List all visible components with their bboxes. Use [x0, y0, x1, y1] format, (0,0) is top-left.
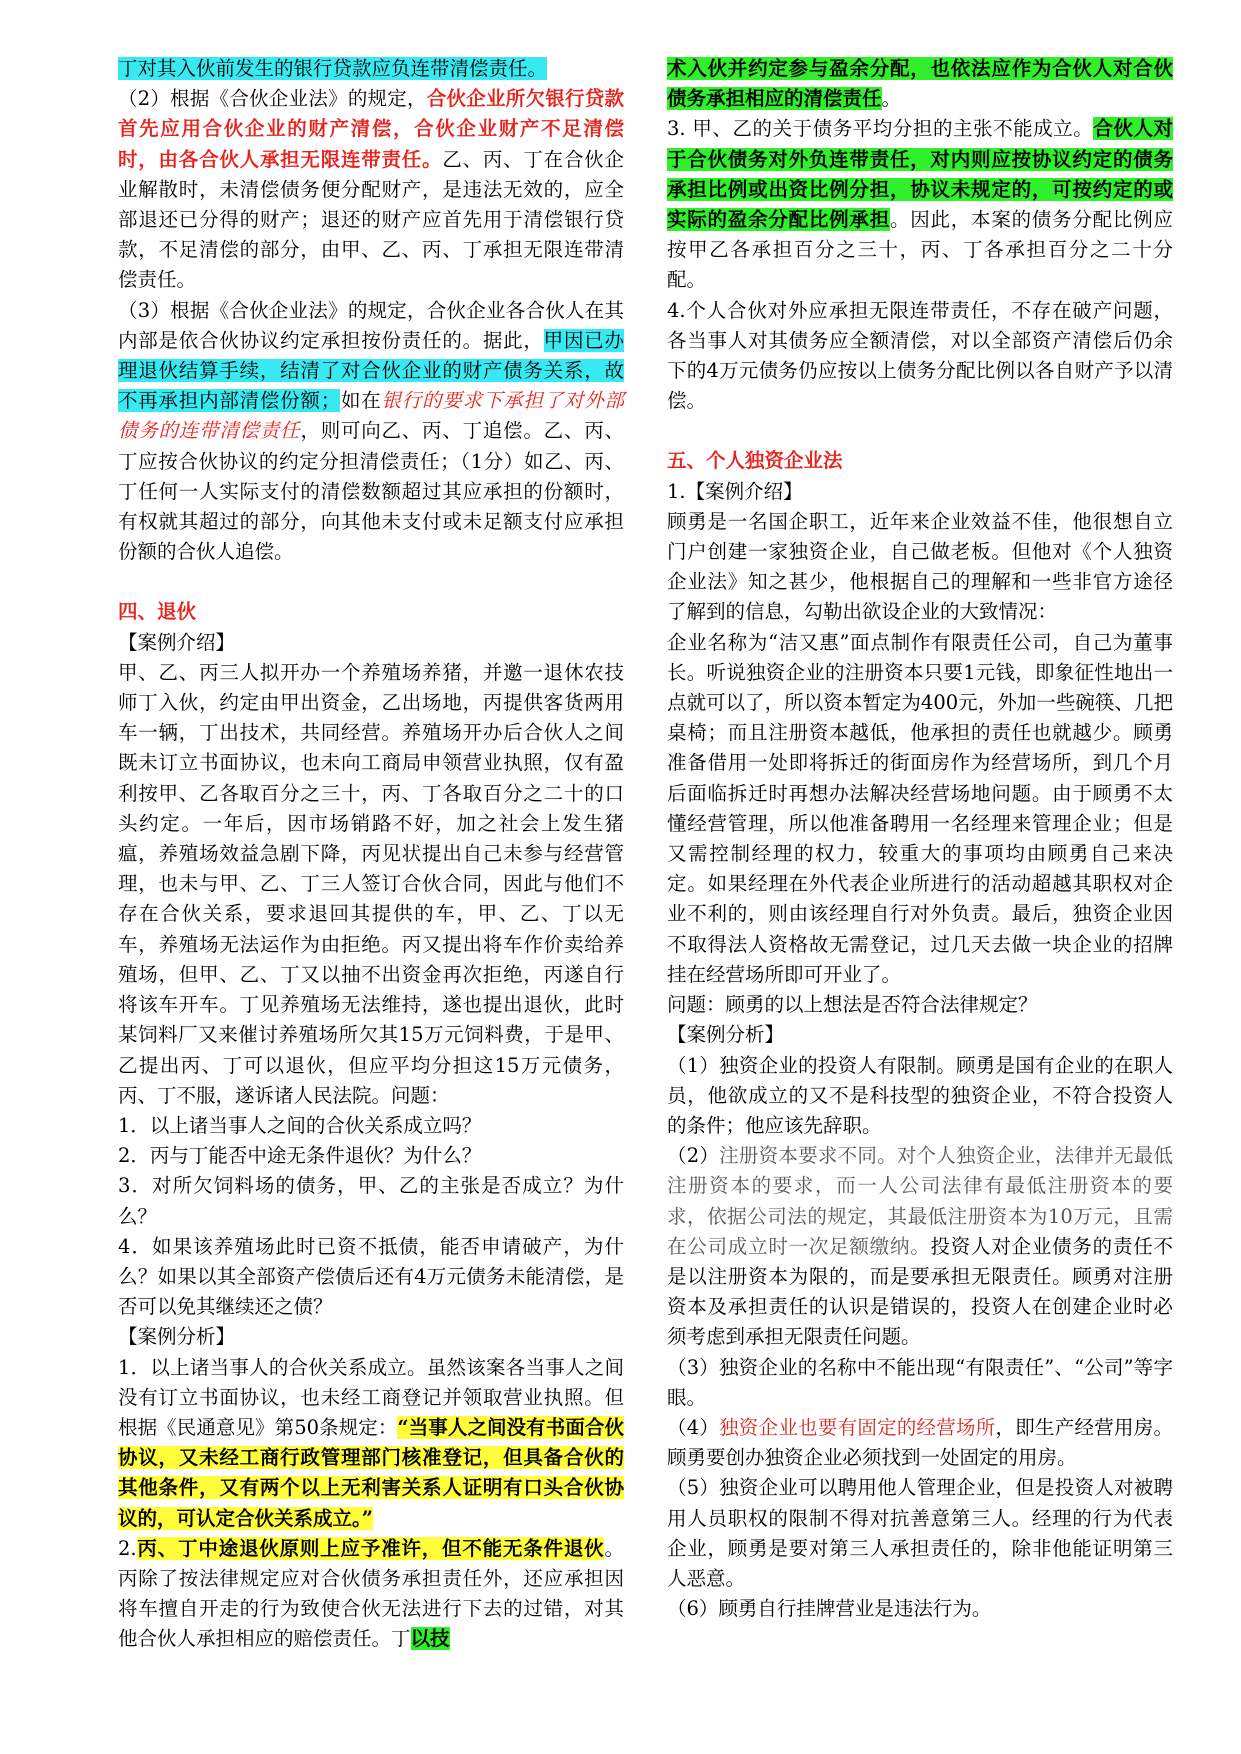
spacer [667, 416, 1173, 446]
highlighted-text: 丙、丁中途退伙原则上应予准许，但不能无条件退伙 [136, 1536, 605, 1560]
question-1: 1．以上诸当事人之间的合伙关系成立吗？ [118, 1113, 482, 1137]
highlighted-text: 银行的要求下承担了对外部债务的连带清偿责任 [118, 389, 624, 443]
answer-2-continued [667, 54, 1173, 114]
analysis-point-3: （3）独资企业的名称中不能出现“有限责任”、“公司”等字眼。 [667, 1355, 1173, 1409]
highlighted-text: 独资企业也要有固定的经营场所 [719, 1415, 996, 1439]
text-run: ，则可向乙、丙、丁追偿。乙、丙、丁应按合伙协议的约定分担清偿责任；（1分）如乙、丙、丁任何一人实际支付的清偿数额超过其应承担的份额时，有权就其超过的部分，向其他未支付或未足额支付应承担份额的合伙人追偿。 [118, 419, 624, 564]
analysis-point-5: （5）独资企业可以聘用他人管理企业，但是投资人对被聘用人员职权的限制不得对抗善意第三人。经理的行为代表企业，顾勇是要对第三人承担责任的，除非他能证明第三人恶意。 [667, 1476, 1173, 1590]
text-run: 投资人对企业债务的责任不是以注册资本为限的，而是要承担无限责任。顾勇对注册资本及承担责任的认识是错误的，投资人在创建企业时必须考虑到承担无限责任问题。 [667, 1234, 1173, 1349]
case-analysis-label: 【案例分析】 [667, 1023, 785, 1047]
text-run: 。丙除了按法律规定应对合伙债务承担责任外，还应承担因将车擅自开走的行为致使合伙无法进行下去的过错，对其他合伙人承担相应的赔偿责任。丁 [118, 1536, 624, 1651]
left-column [118, 54, 624, 1655]
analysis-point-4 [667, 1413, 1173, 1473]
answer-1 [118, 1353, 624, 1534]
text-run: 2. [118, 1536, 137, 1560]
text-run: 1．以上诸当事人的合伙关系成立。虽然该案各当事人之间没有订立书面协议，也未经工商登记并领取营业执照。但根据《民通意见》第50条规定： [118, 1355, 624, 1439]
answer-4: 4.个人合伙对外应承担无限连带责任，不存在破产问题，各当事人对其债务应全额清偿，对以全部资产清偿后仍余下的4万元债务仍应按以上债务分配比例以各自财产予以清偿。 [667, 298, 1173, 413]
text-run: （4） [667, 1415, 720, 1439]
text-run: 。 [881, 87, 902, 111]
analysis-point-2 [667, 1141, 1173, 1352]
case-intro-label: 1.【案例介绍】 [667, 479, 803, 503]
section-title-sole-proprietorship: 五、个人独资企业法 [667, 449, 843, 473]
answer-2 [118, 1534, 624, 1655]
question-3: 3．对所欠饲料场的债务，甲、乙的主张是否成立？为什么？ [118, 1174, 624, 1228]
case-analysis-label: 【案例分析】 [118, 1325, 236, 1349]
case-intro-details: 企业名称为“洁又惠”面点制作有限责任公司，自己为董事长。听说独资企业的注册资本只要1元钱，即象征性地出一点就可以了，所以资本暂定为400元，外加一些碗筷、几把桌椅；而且注册资本越低，他承担的责任也就越少。顾勇准备借用一处即将拆迁的街面房作为经营场所，到几个月后面临拆迁时再想办法解决经营场地问题。由于顾勇不太懂经营管理，所以他准备聘用一名经理来管理企业；但是又需控制经理的权力，较重大的事项均由顾勇自己来决定。如果经理在外代表企业所进行的活动超越其职权对企业不利的，则由该经理自行对外负责。最后，独资企业因不取得法人资格故无需登记，过几天去做一块企业的招牌挂在经营场所即可开业了。 [667, 630, 1173, 986]
case-intro-text: 顾勇是一名国企职工，近年来企业效益不佳，他很想自立门户创建一家独资企业，自己做老板。但他对《个人独资企业法》知之甚少，他根据自己的理解和一些非官方途径了解到的信息，勾勒出欲设企业的大致情况： [667, 509, 1173, 624]
highlighted-text: 甲因已办理退伙结算手续，结清了对合伙企业的财产债务关系，故不再承担内部清偿份额； [118, 328, 624, 413]
right-column [667, 54, 1173, 1624]
answer-3 [667, 114, 1173, 295]
case-question: 问题：顾勇的以上想法是否符合法律规定？ [667, 993, 1038, 1017]
text-run: （3）根据《合伙企业法》的规定，合伙企业各合伙人在其内部是依合伙协议约定承担按份责任的。据此， [118, 298, 624, 352]
paragraph-partner-liability [118, 54, 624, 84]
section-title-withdrawal: 四、退伙 [118, 600, 197, 624]
case-intro-label: 【案例介绍】 [118, 630, 236, 654]
highlighted-text: 合伙企业所欠银行贷款首先应用合伙企业的财产清偿，合伙企业财产不足清偿时，由各合伙人承担无限连带责任。 [118, 87, 624, 171]
text-run: ，即生产经营用房。顾勇要创办独资企业必须找到一处固定的用房。 [667, 1415, 1173, 1470]
question-2: 2．丙与丁能否中途无条件退伙？为什么？ [118, 1144, 482, 1168]
highlighted-text: “当事人之间没有书面合伙协议，又未经工商行政管理部门核准登记，但具备合伙的其他条件，又有两个以上无利害关系人证明有口头合伙协议的，可认定合伙关系成立。” [118, 1415, 624, 1530]
analysis-point-1: （1）独资企业的投资人有限制。顾勇是国有企业的在职人员，他欲成立的又不是科技型的独资企业，不符合投资人的条件；他应该先辞职。 [667, 1053, 1173, 1137]
spacer [118, 567, 624, 597]
text-run: （2）根据《合伙企业法》的规定， [118, 87, 427, 111]
highlighted-text: 术入伙并约定参与盈余分配，也依法应作为合伙人对合伙债务承担相应的清偿责任 [667, 57, 1173, 111]
text-run: 。因此，本案的债务分配比例应按甲乙各承担百分之三十，丙、丁各承担百分之二十分配。 [667, 208, 1173, 292]
text-run: 如在 [340, 389, 382, 413]
case-intro-text: 甲、乙、丙三人拟开办一个养殖场养猪，并邀一退休农技师丁入伙，约定由甲出资金，乙出场地，丙提供客货两用车一辆，丁出技术，共同经营。养殖场开办后合伙人之间既未订立书面协议，也未向工商局申领营业执照，仅有盈利按甲、乙各取百分之三十，丙、丁各取百分之二十的口头约定。一年后，因市场销路不好，加之社会上发生猪瘟，养殖场效益急剧下降，丙见状提出自己未参与经营管理，也未与甲、乙、丁三人签订合伙合同，因此与他们不存在合伙关系，要求退回其提供的车，甲、乙、丁以无车，养殖场无法运作为由拒绝。丙又提出将车作价卖给养殖场，但甲、乙、丁又以抽不出资金再次拒绝，丙遂自行将该车开车。丁见养殖场无法维持，遂也提出退伙，此时某饲料厂又来催讨养殖场所欠其15万元饲料费，于是甲、乙提出丙、丁可以退伙，但应平均分担这15万元债务，丙、丁不服，遂诉诸人民法院。问题： [118, 660, 624, 1107]
analysis-point-6: （6）顾勇自行挂牌营业是违法行为。 [667, 1597, 992, 1621]
highlighted-text: 丁对其入伙前发生的银行贷款应负连带清偿责任。 [118, 57, 548, 80]
highlighted-text: 以技 [410, 1627, 450, 1651]
question-4: 4．如果该养殖场此时已资不抵债，能否申请破产，为什么？如果以其全部资产偿债后还有4万元债务未能清偿，是否可以免其继续还之债？ [118, 1234, 624, 1319]
paragraph-analysis-3 [118, 296, 624, 568]
highlighted-text: 注册资本要求不同。对个人独资企业，法律并无最低注册资本的要求，而一人公司法律有最低注册资本的要求，依据公司法的规定，其最低注册资本为10万元，且需在公司成立时一次足额缴纳。 [667, 1144, 1173, 1258]
highlighted-text: 合伙人对于合伙债务对外负连带责任，对内则应按协议约定的债务承担比例或出资比例分担，协议未规定的，可按约定的或实际的盈余分配比例承担 [667, 117, 1173, 232]
text-run: （2） [667, 1144, 720, 1168]
text-run: 乙、丙、丁在合伙企业解散时，未清偿债务便分配财产，是违法无效的，应全部退还已分得的财产；退还的财产应首先用于清偿银行贷款，不足清偿的部分，由甲、乙、丙、丁承担无限连带清偿责任。 [118, 147, 624, 292]
paragraph-analysis-2 [118, 84, 624, 295]
text-run: 3. 甲、乙的关于债务平均分担的主张不能成立。 [667, 117, 1094, 141]
